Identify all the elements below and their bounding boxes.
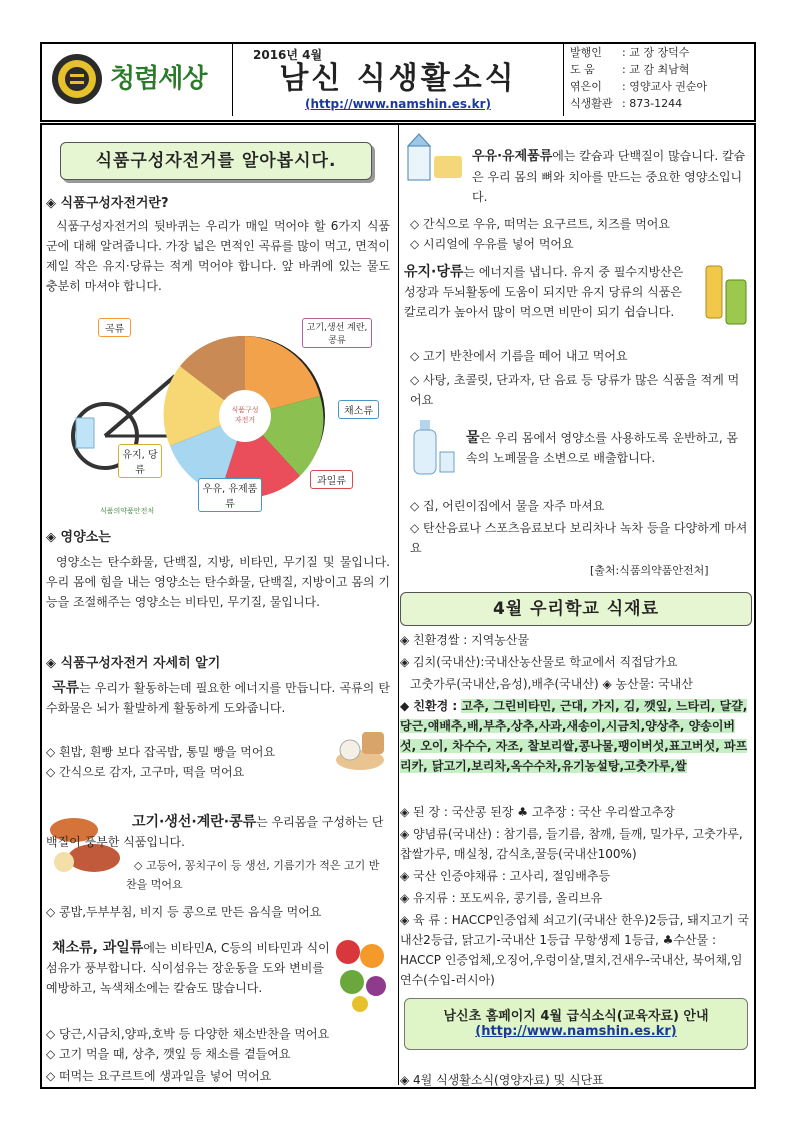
section-detail-title: ◈ 식품구성자전거 자세히 알기 [46,656,221,671]
food-line: ◈ 육 류 : HACCP인증업체 쇠고기(국내산 한우)2등급, 돼지고기 국내산2등급, 닭고기-국내산 1등급 무항생제 1등급, ♣수산물 : HACCP 인증업체,오징어,우렁이살,멸치,건새우-국내산, 북어채,임연수(수입-러시아) [400,913,750,987]
grain-item: ◇ 간식으로 감자, 고구마, 떡을 먹어요 [46,765,245,779]
notice-footer: ◈ 4월 식생활소식(영양자료) 및 식단표 [400,1073,604,1087]
milk-item: ◇ 간식으로 우유, 떠먹는 요구르트, 치즈를 먹어요 [410,217,670,231]
water-paragraph: 물은 우리 몸에서 영양소를 사용하도록 운반하고, 몸 속의 노폐물을 소변으로 배출합니다. [466,430,739,465]
fat-item: ◇ 고기 반찬에서 기름을 떼어 내고 먹어요 [410,349,628,363]
food-line: ◈ 유지류 : 포도씨유, 콩기름, 올리브유 [400,891,603,905]
milk-paragraph: 우유·유제품류에는 칼슘과 단백질이 많습니다. 칼슘은 우리 몸의 뼈와 치아를 만드는 중요한 영양소입니다. [472,149,746,204]
veg-item: ◇ 고기 먹을 때, 상추, 깻잎 등 채소를 곁들여요 [46,1047,291,1061]
info-publisher: 발행인 : 교 장 장덕수 [570,46,690,59]
food-line: ◈ 국산 인증야채류 : 고사리, 절임배추등 [400,869,611,883]
title-area [233,44,564,116]
food-line: ◈ 양념류(국내산) : 참기름, 들기름, 참깨, 들깨, 밀가루, 고춧가루, 찹쌀가루, 매실청, 감식초,꿀등(국내산100%) [400,827,743,861]
info-helper: 도 움 : 교 감 최남혁 [570,63,690,76]
notice-box [404,998,748,1050]
food-line: ◈ 된 장 : 국산콩 된장 ♣ 고추장 : 국산 우리쌀고추장 [400,805,675,819]
oil-sugar-icon [696,260,752,338]
logo-area [42,44,233,116]
banner-bicycle: 식품구성자전거를 알아봅시다. [60,142,372,180]
source-note: [출처:식품의약품안전처] [590,564,709,577]
section-nutrient-body: 영양소는 탄수화물, 단백질, 지방, 비타민, 무기질 및 물입니다. 우리 몸에 힘을 내는 영양소는 탄수화물, 단백질, 지방이고 몸의 기능을 조절해주는 영양소는 비타민, 무기질, 물입니다. [46,555,390,609]
column-divider [398,125,399,1085]
page-title: 남신 식생활소식 [279,61,517,96]
food-line: 고춧가루(국내산,음성),배추(국내산) ◈ 농산물: 국내산 [410,677,693,691]
grain-paragraph: 곡류는 우리가 활동하는데 필요한 에너지를 만듭니다. 곡류의 탄수화물은 뇌가 활발하게 활동하게 도와줍니다. [46,680,390,715]
water-item: ◇ 집, 어린이집에서 물을 자주 마셔요 [410,499,605,513]
veg-item: ◇ 당근,시금치,양파,호박 등 다양한 채소반찬을 먹어요 [46,1027,330,1041]
header-url[interactable]: (http://www.namshin.es.kr) [305,97,491,111]
label-dairy: 우유, 유제품류 [198,478,262,512]
section-bicycle-body: 식품구성자전거의 뒷바퀴는 우리가 매일 먹어야 할 6가지 식품군에 대해 알려줍니다. 가장 넓은 면적인 곡류를 많이 먹고, 면적이 제일 작은 유지·당류는 적게 먹어야 합니다. 앞 바퀴에 있는 물도 충분히 마셔야 합니다. [46,219,390,293]
milk-dairy-icon [402,128,466,186]
section-bicycle-title: ◈ 식품구성자전거란? [46,196,169,211]
label-vegetable: 채소류 [338,400,379,419]
bread-rice-icon [334,724,390,774]
label-fat-sugar: 유지, 당류 [118,444,162,478]
notice-url[interactable]: (http://www.namshin.es.kr) [475,1024,677,1039]
food-line: ◈ 친환경쌀 : 지역농산물 [400,633,530,647]
wheel-brand: 식품의약품안전처 [100,507,155,515]
logo-text: 청렴세상 [110,64,207,94]
label-protein: 고기,생선 계란,콩류 [302,318,372,348]
water-item: ◇ 탄산음료나 스포츠음료보다 보리차나 녹차 등을 다양하게 마셔요 [410,521,748,555]
food-organic: ◆ 친환경 : 고추, 그린비타민, 근대, 가지, 김, 깻잎, 느타리, 달걀,당근,얘배추,배,부추,상추,사과,새송이,시금치,양상추, 양송이버섯, 오이, 차수수, 자조, 찰보리쌀,콩나물,팽이버섯,표고버섯, 파프리카, 닭고기,보리차,옥수수차,유기농설탕,고춧가루,쌀 [400,699,748,773]
section-nutrient-title: ◈ 영양소는 [46,530,111,545]
issue-date: 2016년 4월 [253,48,323,62]
label-grain: 곡류 [98,318,131,337]
water-cup-icon [76,418,94,448]
label-fruit: 과일류 [310,470,353,489]
publisher-info [564,44,756,116]
food-line: ◈ 김치(국내산):국내산농산물로 학교에서 직접담가요 [400,655,678,669]
vegetable-fruit-icon [330,934,390,1014]
info-editor: 엮은이 : 영양교사 권순아 [570,80,708,93]
notice-title: 남신초 홈페이지 4월 급식소식(교육자료) 안내 [443,1009,709,1024]
svg-text:자전거: 자전거 [234,416,256,424]
veg-item: ◇ 떠먹는 요구르트에 생과일을 넣어 먹어요 [46,1069,272,1083]
meat-item: ◇ 고등어, 꽁치구이 등 생선, 기름기가 적은 고기 반찬을 먹어요 [126,859,380,891]
grain-item: ◇ 흰밥, 흰빵 보다 잡곡밥, 통밀 빵을 먹어요 [46,745,276,759]
food-banner: 4월 우리학교 식재료 [400,592,752,626]
meat-paragraph: 고기·생선·계란·콩류는 우리몸을 구성하는 단백질이 풍부한 식품입니다. [46,814,384,849]
info-phone: 식생활관 : 873-1244 [570,97,683,110]
veg-paragraph: 채소류, 과일류에는 비타민A, C등의 비타민과 식이섬유가 풍부합니다. 식이섬유는 장운동을 도와 변비를 예방하고, 녹색채소에는 칼슘도 많습니다. [46,940,330,995]
fat-paragraph: 유지·당류는 에너지를 냅니다. 유지 중 필수지방산은 성장과 두뇌활동에 도움이 되지만 유지 당류의 식품은 칼로리가 높아서 많이 먹으면 비만이 되기 쉽습니다. [404,264,684,319]
milk-item: ◇ 시리얼에 우유를 넣어 먹어요 [410,237,574,251]
school-emblem-icon [50,52,104,106]
fat-item: ◇ 사탕, 초콜릿, 단과자, 단 음료 등 당류가 많은 식품을 적게 먹어요 [410,373,740,407]
water-bottle-icon [404,416,460,480]
meat-item: ◇ 콩밥,두부부침, 비지 등 콩으로 만든 음식을 먹어요 [46,905,322,919]
wheel-center-label: 식품구성 [231,406,259,414]
